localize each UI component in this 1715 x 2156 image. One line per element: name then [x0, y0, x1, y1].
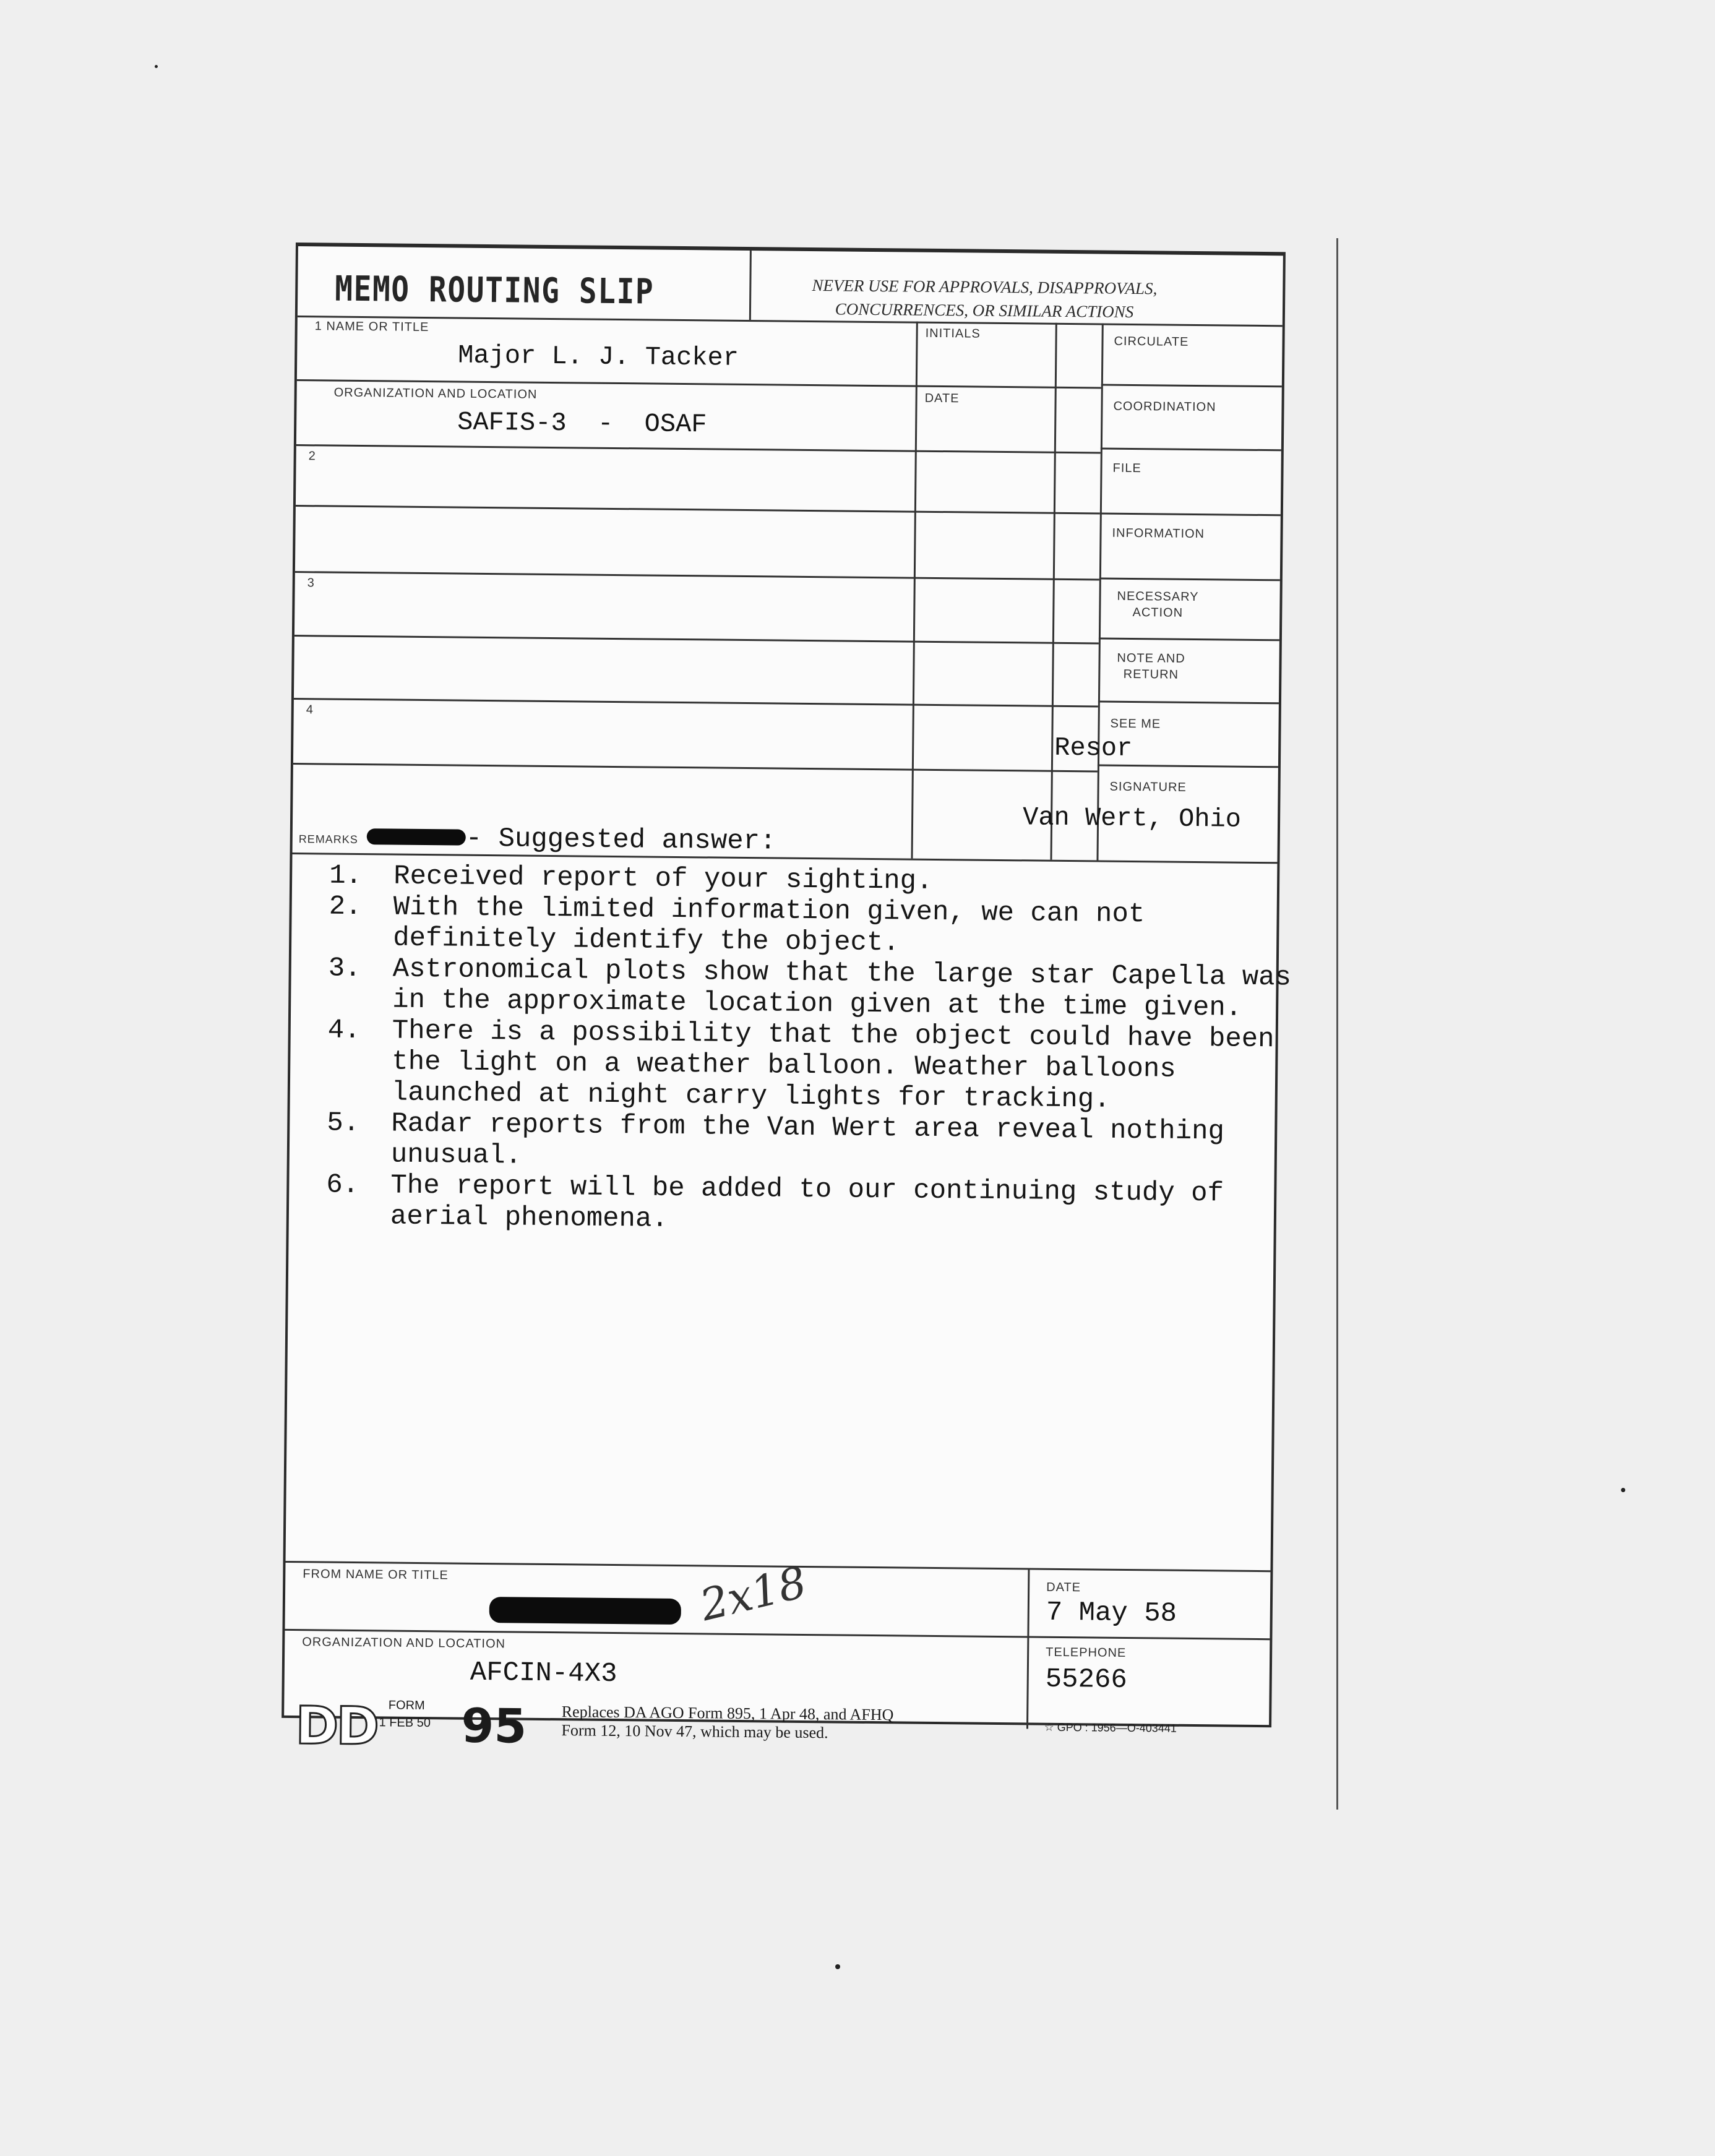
grid-rule [294, 698, 1098, 707]
telephone-label: TELEPHONE [1046, 1645, 1127, 1660]
item-text: The report will be added to our continuing study of aerial phenomena. [390, 1170, 1224, 1235]
form-date: 1 FEB 50 [379, 1716, 431, 1730]
list-item [326, 1170, 1292, 1241]
usage-warning [743, 273, 1226, 324]
item-number: 2. [329, 891, 362, 923]
action-rule [1101, 448, 1281, 452]
redaction-bar [367, 828, 466, 846]
action-file: FILE [1112, 461, 1141, 476]
item-text: Radar reports from the Van Wert area reveal nothing unusual. [390, 1108, 1225, 1172]
signature-place: Van Wert, Ohio [1022, 802, 1242, 835]
initials-column-label: INITIALS [925, 326, 981, 341]
item-text: Astronomical plots show that the large star Capella was in the approximate location given at the time given. [392, 953, 1292, 1024]
dust-speck [1621, 1488, 1625, 1492]
action-rule [1100, 512, 1281, 516]
remarks-label: REMARKS [298, 833, 358, 846]
memo-routing-slip [282, 243, 1292, 1727]
dd-mark: DD [295, 1695, 377, 1757]
recipient-org-label: ORGANIZATION AND LOCATION [333, 385, 538, 402]
form-label: FORM [388, 1698, 425, 1713]
remarks-list [326, 861, 1295, 1241]
dust-speck [155, 65, 158, 68]
from-org: AFCIN-4X3 [470, 1657, 617, 1690]
grid-rule [296, 444, 1101, 453]
grid-rule [296, 505, 1100, 514]
list-item [327, 1108, 1292, 1179]
remarks-lead: - Suggested answer: [465, 823, 776, 857]
action-necessary-action: NECESSARY ACTION [1117, 589, 1199, 620]
form-number: 95 [461, 1698, 527, 1754]
usage-warning-line1: NEVER USE FOR APPROVALS, DISAPPROVALS, [812, 276, 1158, 298]
recipient-name: Major L. J. Tacker [458, 340, 739, 373]
replaces-line-1: Replaces DA AGO Form 895, 1 Apr 48, and AFHQ [561, 1703, 894, 1724]
grid-rule [293, 763, 1098, 772]
action-rule [1099, 637, 1279, 641]
action-rule [1098, 764, 1278, 768]
from-name-label: FROM NAME OR TITLE [303, 1567, 449, 1583]
telephone-number: 55266 [1045, 1664, 1128, 1696]
gpo-imprint: ☆ GPO : 1956—O-403441 [1044, 1720, 1177, 1735]
action-circulate: CIRCULATE [1114, 334, 1189, 349]
date-column-label: DATE [924, 391, 960, 406]
row-2-number: 2 [308, 449, 316, 463]
from-date: 7 May 58 [1046, 1597, 1177, 1630]
date-column-divider [1050, 323, 1057, 860]
grid-rule [294, 635, 1099, 644]
item-number: 1. [329, 860, 363, 892]
dust-speck [835, 1964, 840, 1969]
form-footer [295, 1695, 1286, 1772]
list-item [328, 953, 1294, 1024]
scan-edge-line [1336, 238, 1338, 1810]
item-text: With the limited information given, we can not definitely identify the object. [392, 891, 1145, 959]
usage-warning-line2: CONCURRENCES, OR SIMILAR ACTIONS [835, 299, 1134, 322]
action-rule [1099, 577, 1280, 581]
form-title: MEMO ROUTING SLIP [334, 268, 655, 312]
replaces-line-2: Form 12, 10 Nov 47, which may be used. [561, 1721, 828, 1742]
action-rule [1101, 384, 1282, 388]
item-number: 3. [328, 953, 361, 985]
row-4-number: 4 [306, 703, 314, 717]
item-text: There is a possibility that the object could have been the light on a weather balloon. Weather balloons launched at night carry lights for tracking. [391, 1015, 1274, 1115]
action-signature: SIGNATURE [1109, 780, 1187, 794]
action-information: INFORMATION [1112, 526, 1205, 541]
list-item [327, 1015, 1293, 1117]
list-item [329, 891, 1294, 963]
action-coordination: COORDINATION [1113, 399, 1216, 414]
item-text: Received report of your sighting. [393, 861, 933, 897]
item-number: 5. [327, 1107, 360, 1140]
action-rule [1098, 700, 1279, 704]
from-date-label: DATE [1046, 1580, 1081, 1595]
item-number: 6. [326, 1169, 359, 1201]
action-note-and-return: NOTE AND RETURN [1117, 651, 1185, 682]
handwritten-initials: 2x18 [695, 1557, 812, 1631]
from-org-label: ORGANIZATION AND LOCATION [302, 1635, 506, 1651]
redaction-bar [489, 1597, 681, 1625]
action-see-me: SEE ME [1110, 716, 1161, 731]
actions-column-divider [1096, 324, 1103, 861]
initials-column-divider [911, 322, 918, 859]
item-number: 4. [327, 1015, 361, 1047]
recipient-name-label: 1 NAME OR TITLE [314, 319, 429, 335]
grid-rule [295, 571, 1099, 580]
signature-name: Resor [1054, 732, 1133, 764]
row-3-number: 3 [307, 576, 315, 590]
recipient-org: SAFIS-3 - OSAF [457, 407, 707, 440]
